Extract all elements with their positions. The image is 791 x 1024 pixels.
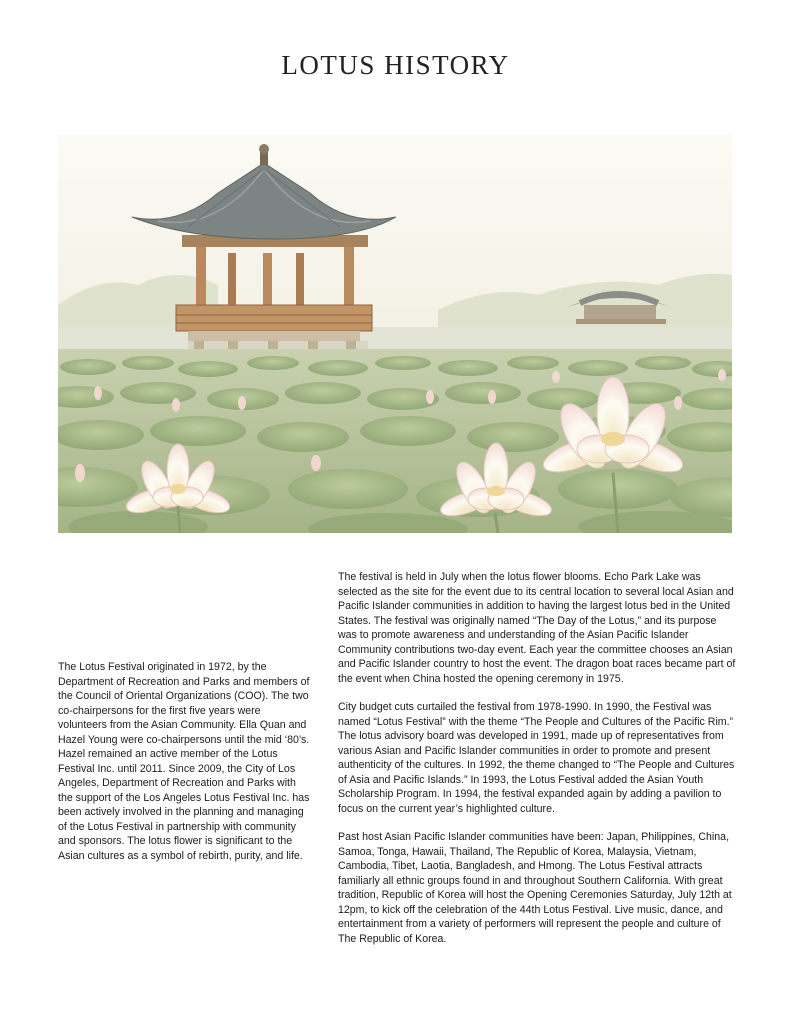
intro-paragraph: The Lotus Festival originated in 1972, by the Department of Recreation and Parks and members of the Council of Oriental Organizations (COO). The two co-chairpersons for the first five years were volunteers from the Asian Community. Ella Quan and Hazel Young were co-chairpersons until the mid ‘80’s. Hazel remained an active member of the Lotus Festival Inc. until 2011. Since 2009, the City of Los Angeles, Department of Recreation and Parks with the support of the Los Angeles Lotus Festival Inc. has been actively involved in the planning and managing of the Lotus Festival in partnership with community and sponsors. The lotus flower is significant to the Asian cultures as a symbol of rebirth, purity, and life. <box>58 661 310 862</box>
pavilion-lake-painting <box>58 135 732 533</box>
history-detail-column <box>338 570 738 960</box>
history-intro-column <box>58 660 310 877</box>
festival-origin-paragraph: The festival is held in July when the lotus flower blooms. Echo Park Lake was selected as the site for the event due to its central location to several local Asian and Pacific Islander communities in addition to having the largest lotus bed in the United States. The festival was originally named “The Day of the Lotus,” and its purpose was to promote awareness and understanding of the Asian Pacific Islander Community contributions two-day event. Each year the committee chooses an Asian and Pacific Islander country to host the event. The dragon boat races became part of the event when China hosted the opening ceremony in 1975. <box>338 571 736 685</box>
festival-revival-paragraph: City budget cuts curtailed the festival from 1978-1990. In 1990, the Festival was named “Lotus Festival” with the theme “The People and Cultures of the Pacific Rim.” The lotus advisory board was developed in 1991, made up of representatives from various Asian and Pacific Islander communities in order to promote and present authenticity of the cultures. In 1992, the theme changed to “The People and Cultures of Asia and Pacific Islands.” In 1993, the Lotus Festival added the Asian Youth Scholarship Program. In 1994, the festival expanded again by adding a pavilion to focus on the current year’s highlighted culture. <box>338 701 735 815</box>
host-communities-paragraph: Past host Asian Pacific Islander communities have been: Japan, Philippines, China, Samoa, Tonga, Hawaii, Thailand, The Republic of Korea, Malaysia, Vietnam, Cambodia, Tibet, Laotia, Bangladesh, and Hmong. The Lotus Festival attracts familiarly all ethnic groups found in and throughout Southern California. With great tradition, Republic of Korea will host the Opening Ceremonies Saturday, July 12th at 12pm, to kick off the celebration of the 44th Lotus Festival. Live music, dance, and entertainment from a variety of performers will represent the people and culture of The Republic of Korea. <box>338 831 732 945</box>
page-title: LOTUS HISTORY <box>281 50 510 80</box>
lotus-pavilion-illustration <box>58 135 732 533</box>
